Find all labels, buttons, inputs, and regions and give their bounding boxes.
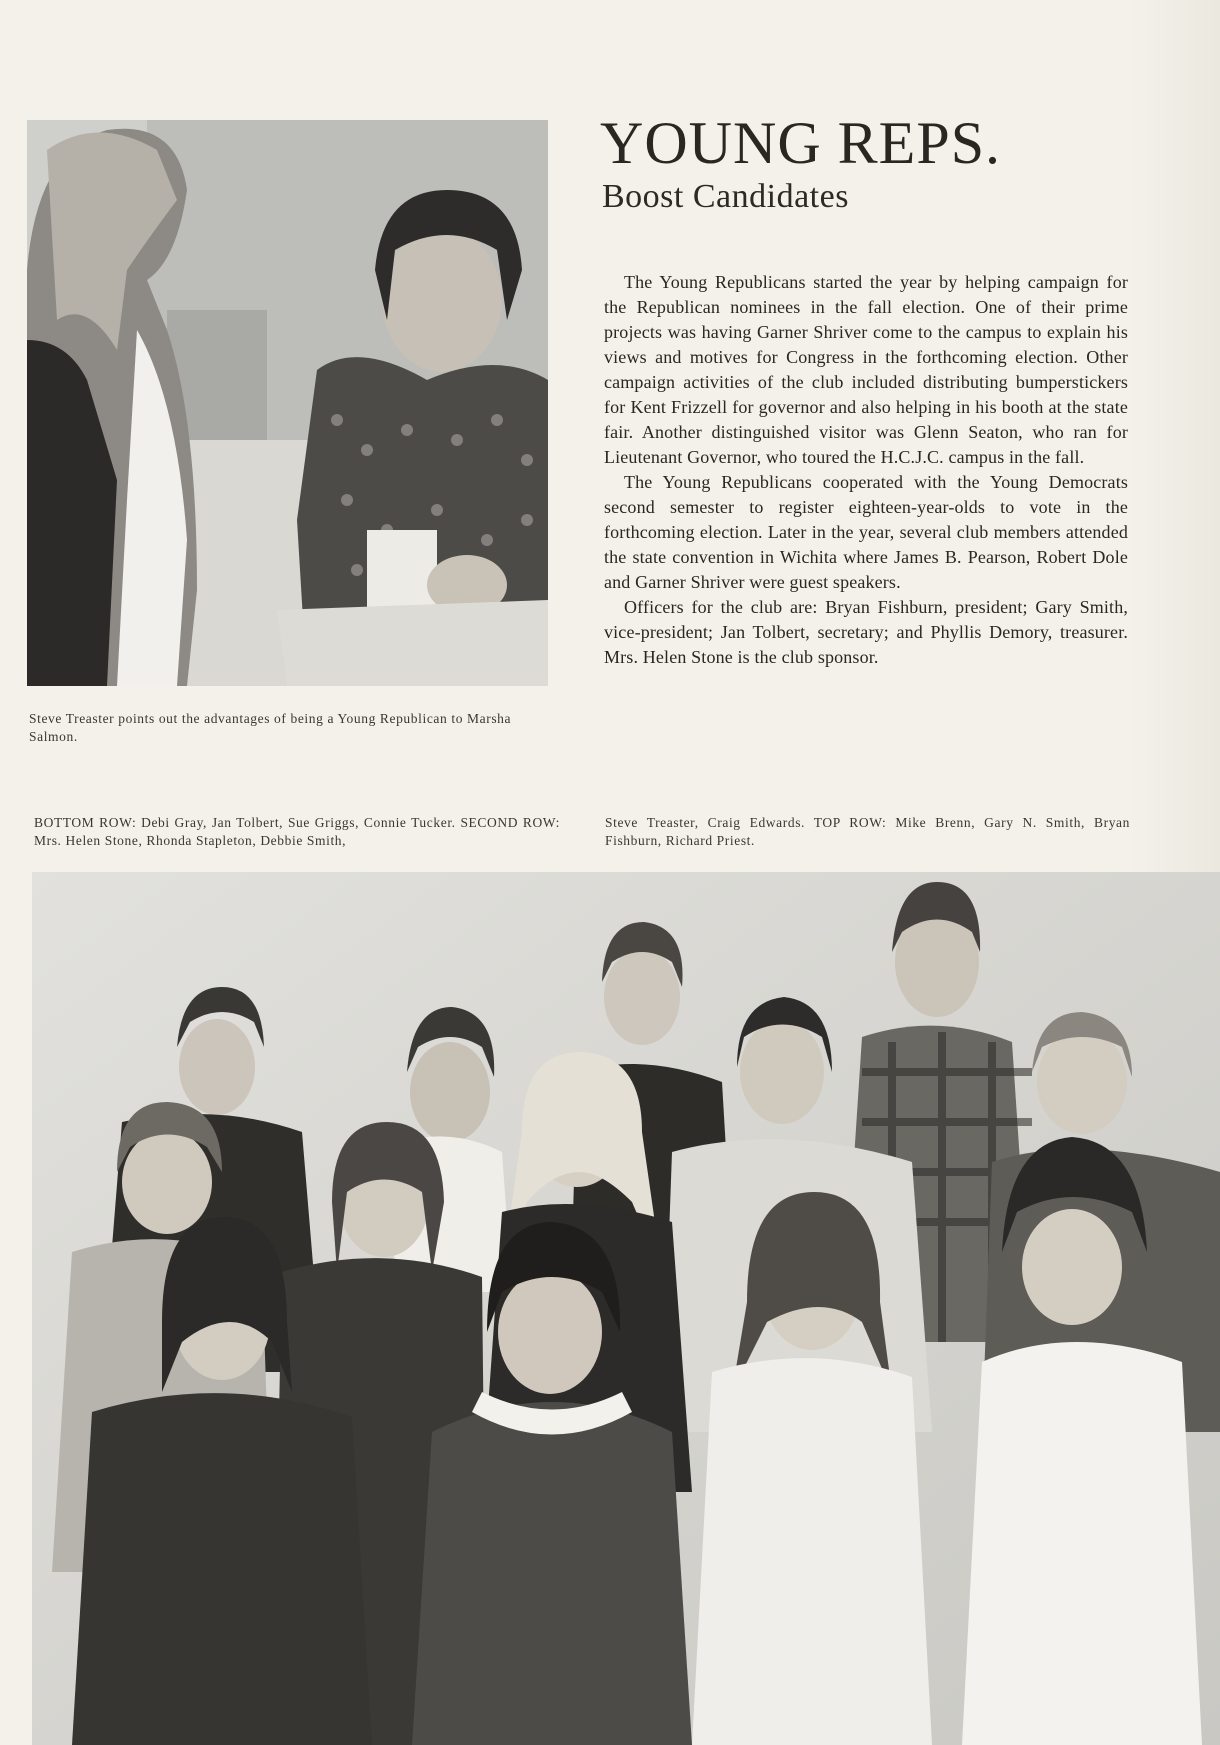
page-subtitle: Boost Candidates <box>602 178 849 215</box>
page-title: YOUNG REPS. <box>600 110 1002 176</box>
article-paragraph: Officers for the club are: Bryan Fishburn, president; Gary Smith, vice-president; Jan Tolbert, secretary; and Phyllis Demory, treasurer. Mrs. Helen Stone is the club sponsor. <box>604 597 1128 667</box>
candid-photo <box>27 120 548 686</box>
photo-caption: Steve Treaster points out the advantages of being a Young Republican to Marsha Salmon. <box>29 711 512 744</box>
group-caption-right: Steve Treaster, Craig Edwards. TOP ROW: Mike Brenn, Gary N. Smith, Bryan Fishburn, Richard Priest. <box>605 815 1130 848</box>
group-caption-left: BOTTOM ROW: Debi Gray, Jan Tolbert, Sue Griggs, Connie Tucker. SECOND ROW: Mrs. Helen Stone, Rhonda Stapleton, Debbie Smith, <box>34 815 560 848</box>
article-body <box>604 270 1128 670</box>
article-paragraph: The Young Republicans started the year by helping campaign for the Republican nominees in the fall election. One of their prime projects was having Garner Shriver come to the campus to explain his views and motives for Congress in the forthcoming election. Other campaign activities of the club included distributing bumperstickers for Kent Frizzell for governor and also helping in his booth at the state fair. Another distinguished visitor was Glenn Seaton, who ran for Lieutenant Governor, who toured the H.C.J.C. campus in the fall. <box>604 272 1128 467</box>
group-photo <box>32 872 1220 1745</box>
article-paragraph: The Young Republicans cooperated with the Young Democrats second semester to register eighteen-year-olds to vote in the forthcoming election. Later in the year, several club members attended the state convention in Wichita where James B. Pearson, Robert Dole and Garner Shriver were guest speakers. <box>604 472 1128 592</box>
